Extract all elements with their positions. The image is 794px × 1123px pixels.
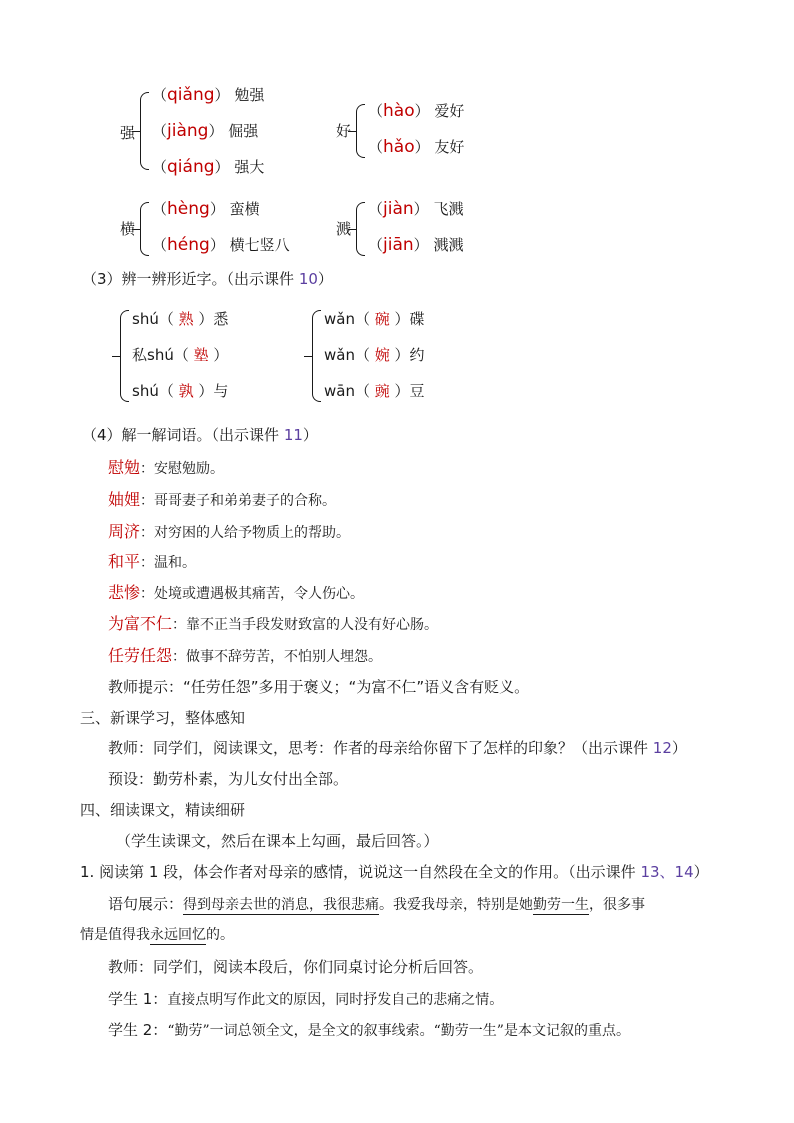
poly-char-jian: 溅: [336, 220, 352, 238]
similar-item: wǎn（ 碗 ）碟: [324, 310, 425, 328]
vocab-item: 周济：对穷困的人给予物质上的帮助。: [108, 522, 351, 541]
brace: [120, 310, 129, 402]
similar-item: shú（ 熟 ）悉: [132, 310, 229, 328]
teacher-tip: 教师提示：“任劳任怨”多用于褒义；“为富不仁”语义含有贬义。: [108, 678, 530, 696]
vocab-item: 和平：温和。: [108, 552, 197, 571]
poly-item: （hào） 爱好: [368, 101, 465, 121]
teacher-instruction: 教师：同学们，阅读本段后，你们同桌讨论分析后回答。: [108, 958, 484, 976]
poly-char-hao: 好: [336, 122, 352, 140]
brace: [356, 202, 365, 256]
brace: [312, 310, 321, 402]
poly-char-qiang: 强: [120, 124, 136, 142]
section-three-title: 三、新课学习，整体感知: [80, 709, 246, 727]
poly-item: （hèng） 蛮横: [152, 199, 260, 219]
student-1-answer: 学生 1：直接点明写作此文的原因，同时抒发自己的悲痛之情。: [108, 990, 504, 1008]
student-2-answer: 学生 2：“勤劳”一词总领全文，是全文的叙事线索。“勤劳一生”是本文记叙的重点。: [108, 1021, 630, 1039]
poly-item: （jiàn） 飞溅: [368, 199, 464, 219]
vocab-item: 妯娌：哥哥妻子和弟弟妻子的合称。: [108, 490, 337, 509]
poly-item: （héng） 横七竖八: [152, 235, 290, 255]
vocab-item: 悲惨：处境或遭遇极其痛苦，令人伤心。: [108, 583, 365, 602]
brace: [140, 202, 149, 256]
brace: [356, 104, 365, 158]
brace: [140, 92, 149, 170]
vocab-item: 为富不仁：靠不正当手段发财致富的人没有好心肠。: [108, 614, 439, 633]
quote-line-1: 语句展示：得到母亲去世的消息，我很悲痛。我爱我母亲，特别是她勤劳一生，很多事: [108, 895, 646, 913]
section-4-heading: （4）解一解词语。（出示课件 11）: [82, 426, 318, 444]
poly-item: （hǎo） 友好: [368, 137, 465, 157]
poly-char-heng: 横: [120, 220, 136, 238]
vocab-item: 慰勉：安慰勉励。: [108, 458, 225, 477]
teacher-question: 教师：同学们，阅读课文，思考：作者的母亲给你留下了怎样的印象？（出示课件 12）: [108, 739, 687, 757]
word: 勉强: [234, 86, 265, 104]
similar-item: wǎn（ 婉 ）约: [324, 346, 425, 364]
item-1: 1. 阅读第 1 段，体会作者对母亲的感情，说说这一自然段在全文的作用。（出示课件 13、14）: [80, 863, 709, 881]
vocab-item: 任劳任怨：做事不辞劳苦，不怕别人埋怨。: [108, 646, 383, 665]
similar-item: 私shú（ 塾 ）: [132, 346, 229, 364]
poly-item: [152, 84, 264, 105]
poly-item: （jiàng） 倔强: [152, 121, 259, 141]
similar-item: shú（ 孰 ）与: [132, 382, 229, 400]
similar-item: wān（ 豌 ）豆: [324, 382, 425, 400]
poly-item: （jiān） 溅溅: [368, 235, 464, 255]
preset-answer: 预设：勤劳朴素，为儿女付出全部。: [108, 770, 349, 788]
paren-open: （: [152, 86, 168, 104]
section-four-title: 四、细读课文，精读细研: [80, 801, 246, 819]
pinyin: qiǎng: [167, 85, 215, 105]
section-four-note: （学生读课文，然后在课本上勾画，最后回答。）: [116, 832, 439, 850]
quote-line-2: 情是值得我永远回忆的。: [80, 927, 234, 943]
poly-item: （qiáng） 强大: [152, 157, 265, 177]
paren-close: ）: [214, 86, 230, 104]
section-3-heading: （3）辨一辨形近字。（出示课件 10）: [82, 270, 333, 288]
